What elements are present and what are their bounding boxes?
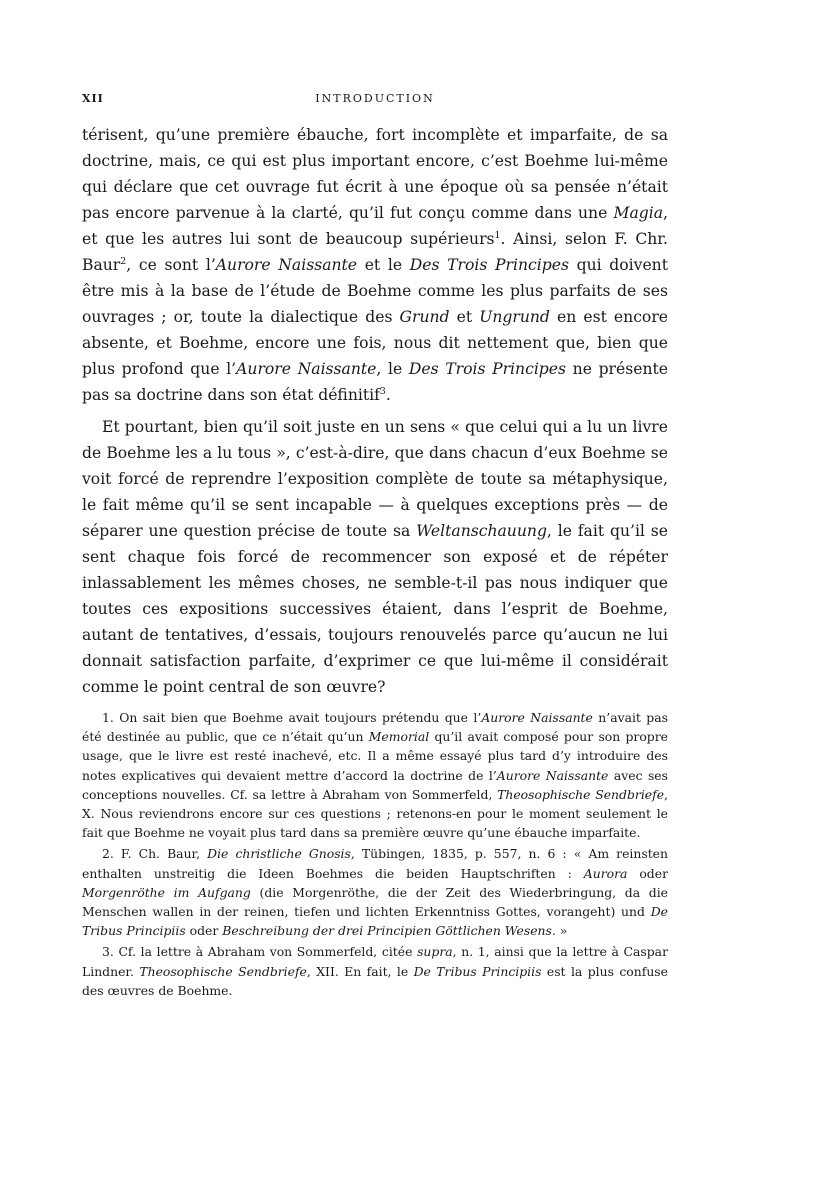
footnote-ref: 3 [379, 385, 386, 397]
italic-term: Aurore Naissante [236, 360, 377, 378]
text-run: , n. 1, ainsi que la lettre à Caspar Lindner. [82, 944, 668, 979]
italic-term: Beschreibung der drei Principien Göttlichen Wesens [222, 923, 552, 939]
text-run: et le [357, 256, 410, 274]
text-run: , le [376, 360, 409, 378]
text-run: , Tübingen, 1835, p. 557, n. 6 : « Am reinsten enthalten unstreitig die Ideen Boehmes die beiden Hauptschriften : [82, 846, 668, 881]
italic-term: De Tribus Principiis [82, 904, 668, 939]
italic-term: Des Trois Principes [409, 256, 569, 274]
text-run: avec ses conceptions nouvelles. Cf. sa lettre à Abraham von Sommerfeld, [82, 767, 669, 802]
text-run: . » [551, 923, 568, 939]
text-run: 1. On sait bien que Boehme avait toujours prétendu que l’ [102, 710, 482, 725]
text-run: qui doivent être mis à la base de l’étude de Boehme comme les plus parfaits de ses ouvrages ; or, toute la dialectique des [82, 256, 668, 326]
text-run: 3. Cf. la lettre à Abraham von Sommerfeld, citée [102, 944, 418, 960]
text-run: , ce sont l’ [126, 256, 216, 274]
running-title: INTRODUCTION [315, 92, 435, 105]
text-run: en est encore absente, et Boehme, encore une fois, nous dit nettement que, bien que plus profond que l’ [82, 308, 668, 378]
italic-term: Theosophische Sendbriefe [139, 963, 307, 979]
text-run: , XII. En fait, le [306, 963, 414, 979]
italic-term: De Tribus Principiis [413, 963, 542, 979]
text-run: oder [185, 923, 223, 939]
italic-term: Aurore Naissante [481, 710, 593, 725]
italic-term: Magia [613, 204, 664, 222]
text-run: oder [627, 865, 668, 881]
italic-term: Aurore Naissante [496, 767, 609, 783]
text-run: térisent, qu’une première ébauche, fort incomplète et imparfaite, de sa doctrine, mais, ce qui est plus important encore, c’est Boehme lui-même qui déclare que cet ouvrage fut écrit à une époque où sa pensée n’était pas encore parvenue à la clarté, qu’il fut conçu comme dans une [82, 126, 668, 222]
footnote-ref: 1 [494, 229, 501, 241]
italic-term: Des Trois Principes [408, 360, 567, 378]
text-run: et [449, 308, 480, 326]
italic-term: Aurore Naissante [215, 256, 358, 274]
footnotes [82, 708, 668, 1002]
main-text [82, 122, 668, 700]
italic-term: Ungrund [479, 308, 550, 326]
italic-term: Memorial [368, 729, 430, 745]
italic-term: Morgenröthe im Aufgang [82, 884, 251, 900]
text-run: n’avait pas été destinée au public, que ce n’était qu’un [82, 710, 668, 745]
text-run: . [385, 386, 391, 404]
footnote-ref: 2 [120, 255, 127, 267]
text-run: , le fait qu’il se sent chaque fois forcé de recommencer son exposé et de répéter inlassablement les mêmes choses, ne semble-t-il pas nous indiquer que toutes ces expositions successives étaient, dans l’esprit de Boehme, autant de tentatives, d’essais, toujours renouvelés parce qu’aucun ne lui donnait satisfaction parfaite, d’exprimer ce que lui-même il considérait comme le point central de son œuvre? [82, 522, 668, 696]
text-run: , X. Nous reviendrons encore sur ces questions ; retenons-en pour le moment seulement le fait que Boehme ne voyait plus tard dans sa première œuvre qu’une ébauche imparfaite. [82, 786, 668, 841]
footnote-3 [82, 942, 668, 1000]
footnote-1 [82, 708, 668, 842]
paragraph-2 [82, 414, 668, 700]
text-run: . Ainsi, selon F. Chr. Baur [82, 230, 668, 274]
text-run: , et que les autres lui sont de beaucoup supérieurs [82, 204, 668, 248]
footnote-2 [82, 844, 668, 940]
text-run: ne présente pas sa doctrine dans son état définitif [82, 360, 668, 404]
text-run: Et pourtant, bien qu’il soit juste en un sens « que celui qui a lu un livre de Boehme les a lu tous », c’est-à-dire, que dans chacun d’eux Boehme se voit forcé de reprendre l’exposition complète de toute sa métaphysique, le fait même qu’il se sent incapable — à quelques exceptions près — de séparer une question précise de toute sa [82, 418, 668, 540]
page-header [82, 92, 668, 110]
italic-term: Aurora [583, 865, 628, 881]
text-run: (die Morgenröthe, die der Zeit des Wiederbringung, da die Menschen wallen in der reinen, tiefen und lichten Erkenntniss Gottes, vorangeht) und [82, 884, 669, 920]
italic-term: supra [417, 944, 453, 960]
italic-term: Weltanschauung [416, 522, 547, 540]
text-run: qu’il avait composé pour son propre usage, que le livre est resté inachevé, etc. Il a même essayé plus tard d’y introduire des notes explicatives qui devaient mettre d’accord la doctrine de l’ [82, 729, 668, 783]
italic-term: Die christliche Gnosis [207, 846, 351, 862]
italic-term: Grund [399, 308, 450, 326]
paragraph-1 [82, 122, 668, 408]
text-run: 2. F. Ch. Baur, [102, 846, 208, 862]
text-run: est la plus confuse des œuvres de Boehme. [82, 963, 668, 998]
page-number: XII [82, 92, 104, 105]
italic-term: Theosophische Sendbriefe [497, 786, 665, 802]
